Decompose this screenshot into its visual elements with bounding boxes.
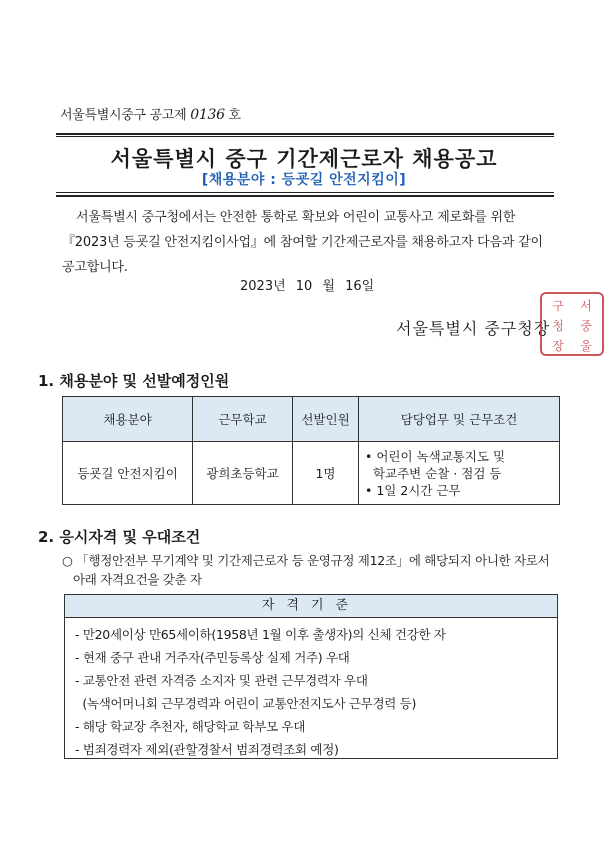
title-top-rule-thin	[56, 136, 554, 137]
section1-heading: 1. 채용분야 및 선발예정인원	[38, 372, 230, 390]
criteria-item: - 해당 학교장 추천자, 해당학교 학부모 우대	[75, 719, 306, 734]
cell-duties	[359, 442, 560, 505]
title-bottom-rule	[56, 195, 554, 197]
table-row	[63, 442, 560, 505]
notice-number-line	[60, 104, 241, 123]
seal-char: 장	[552, 339, 564, 353]
announcement-date: 2023년 10 월 16일	[240, 279, 375, 294]
notice-suffix: 호	[228, 108, 241, 123]
duty-line: • 어린이 녹색교통지도 및	[365, 448, 506, 464]
criteria-item: (녹색어머니회 근무경력과 어린이 교통안전지도사 근무경력 등)	[75, 696, 417, 711]
duty-line: • 1일 2시간 근무	[365, 482, 461, 498]
intro-line: 서울특별시 중구청에서는 안전한 통학로 확보와 어린이 교통사고 제로화를 위한	[76, 210, 516, 225]
qualification-intro-line: ○ 「행정안전부 무기계약 및 기간제근로자 등 운영규정 제12조」에 해당되지 아니한 자로서	[62, 553, 550, 568]
criteria-item: - 범죄경력자 제외(관할경찰서 범죄경력조회 예정)	[75, 742, 339, 757]
criteria-item: - 만20세이상 만65세이하(1958년 1월 이후 출생자)의 신체 건강한 자	[75, 627, 446, 642]
column-header: 담당업무 및 근무조건	[359, 397, 560, 442]
official-seal-stamp	[540, 292, 604, 356]
page-title: 서울특별시 중구 기간제근로자 채용공고	[110, 147, 498, 171]
duty-line: 학교주변 순찰 · 점검 등	[365, 465, 502, 481]
column-header: 채용분야	[63, 397, 193, 442]
intro-line: 『2023년 등굣길 안전지킴이사업』에 참여할 기간제근로자를 채용하고자 다음과 같이	[62, 235, 543, 250]
qualification-intro	[62, 551, 572, 589]
seal-char: 중	[580, 319, 592, 333]
qualification-intro-line: 아래 자격요건을 갖춘 자	[62, 572, 202, 587]
signer-name: 서울특별시 중구청장	[396, 319, 551, 338]
seal-char: 구	[552, 299, 564, 313]
title-bottom-rule-thin	[56, 192, 554, 193]
title-top-rule	[56, 133, 554, 135]
seal-char: 청	[552, 319, 564, 333]
cell-count: 1명	[293, 442, 359, 505]
page-subtitle: [채용분야 : 등굣길 안전지킴이]	[201, 172, 407, 188]
intro-line: 공고합니다.	[62, 260, 128, 275]
cell-field: 등굣길 안전지킴이	[63, 442, 193, 505]
criteria-list	[64, 617, 558, 759]
cell-school: 광희초등학교	[193, 442, 293, 505]
column-header: 선발인원	[293, 397, 359, 442]
column-header: 근무학교	[193, 397, 293, 442]
notice-prefix: 서울특별시중구 공고제	[60, 108, 187, 123]
recruitment-table	[62, 396, 560, 505]
criteria-item: - 교통안전 관련 자격증 소지자 및 관련 근무경력자 우대	[75, 673, 368, 688]
section2-heading: 2. 응시자격 및 우대조건	[38, 528, 201, 546]
table-header-row	[63, 397, 560, 442]
seal-char: 서	[580, 299, 592, 313]
notice-number-handwritten: 0136	[190, 107, 225, 123]
criteria-item: - 현재 중구 관내 거주자(주민등록상 실제 거주) 우대	[75, 650, 350, 665]
seal-char: 울	[580, 339, 592, 353]
criteria-box-title: 자격기준	[64, 594, 558, 618]
intro-paragraph	[62, 205, 562, 280]
